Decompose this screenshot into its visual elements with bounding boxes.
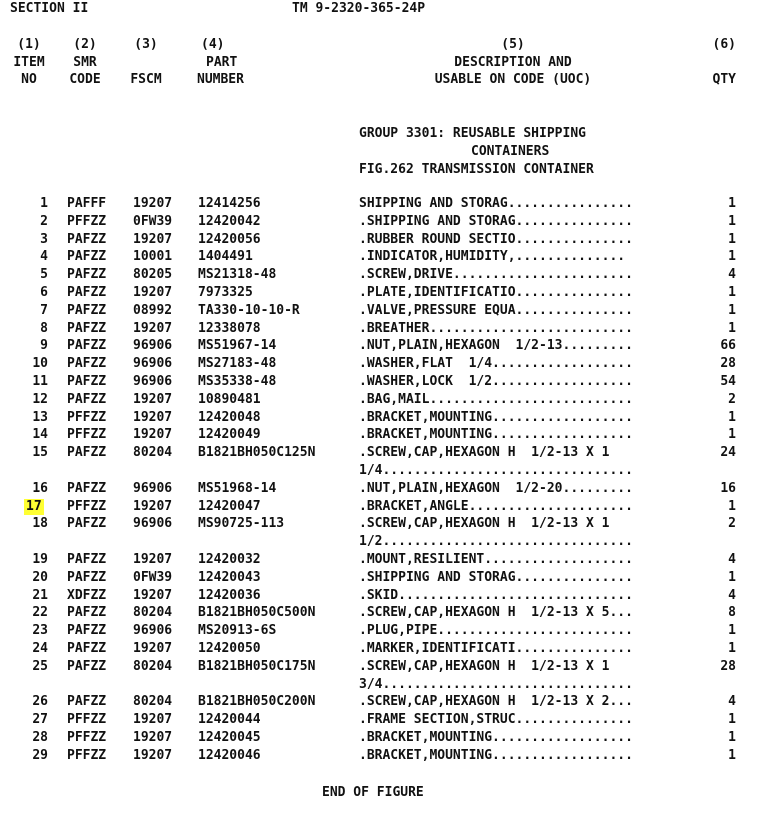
group-title: GROUP 3301: REUSABLE SHIPPING bbox=[359, 126, 586, 141]
description: .NUT,PLAIN,HEXAGON 1/2-20......... bbox=[359, 480, 633, 496]
item-number: 14 bbox=[32, 427, 48, 443]
table-row bbox=[0, 445, 778, 463]
item-number: 23 bbox=[32, 623, 48, 639]
description: SHIPPING AND STORAG................ bbox=[359, 196, 633, 211]
quantity: 4 bbox=[728, 694, 736, 710]
part-number: 12420047 bbox=[198, 498, 261, 514]
part-number: MS27183-48 bbox=[198, 356, 277, 372]
quantity: 66 bbox=[720, 338, 736, 354]
table-row bbox=[0, 285, 778, 303]
fscm-code: 80204 bbox=[133, 605, 173, 621]
part-number: 12420050 bbox=[198, 641, 261, 656]
fscm-code: 0FW39 bbox=[133, 569, 173, 585]
description: .SHIPPING AND STORAG............... bbox=[359, 213, 633, 229]
smr-code: PFFZZ bbox=[67, 498, 107, 514]
table-row-continuation bbox=[0, 463, 778, 481]
smr-code: PAFZZ bbox=[67, 267, 107, 283]
table-row bbox=[0, 249, 778, 267]
manual-number: TM 9-2320-365-24P bbox=[292, 1, 426, 16]
fscm-code: 19207 bbox=[133, 391, 173, 407]
col-item-line2: NO bbox=[21, 72, 37, 87]
fscm-code: 80204 bbox=[133, 445, 173, 461]
item-number: 20 bbox=[32, 569, 48, 585]
quantity: 2 bbox=[728, 391, 736, 407]
description: .SCREW,CAP,HEXAGON H 1/2-13 X 5... bbox=[359, 605, 633, 621]
item-number: 16 bbox=[32, 480, 48, 496]
fscm-code: 19207 bbox=[133, 587, 173, 603]
description: .MOUNT,RESILIENT................... bbox=[359, 552, 633, 567]
col-part-line1: PART bbox=[206, 55, 238, 70]
table-row bbox=[0, 694, 778, 712]
quantity: 1 bbox=[728, 623, 736, 639]
description: .SCREW,CAP,HEXAGON H 1/2-13 X 2... bbox=[359, 694, 633, 710]
item-number: 5 bbox=[40, 267, 48, 283]
description-continuation: 1/4................................ bbox=[359, 463, 633, 478]
col-item-num: (1) bbox=[17, 37, 41, 52]
table-row bbox=[0, 570, 778, 588]
description: .SCREW,CAP,HEXAGON H 1/2-13 X 1 bbox=[359, 658, 610, 674]
fscm-code: 19207 bbox=[133, 747, 173, 763]
table-row bbox=[0, 267, 778, 285]
col-smr-line1: SMR bbox=[73, 55, 97, 70]
description: .BRACKET,MOUNTING.................. bbox=[359, 747, 633, 763]
table-row bbox=[0, 374, 778, 392]
table-row bbox=[0, 410, 778, 428]
part-number: B1821BH050C175N bbox=[198, 658, 316, 674]
quantity: 4 bbox=[728, 552, 736, 567]
table-row bbox=[0, 427, 778, 445]
table-row bbox=[0, 730, 778, 748]
table-row bbox=[0, 321, 778, 339]
smr-code: PAFZZ bbox=[67, 516, 107, 532]
part-number: 12414256 bbox=[198, 196, 261, 211]
table-row bbox=[0, 623, 778, 641]
part-number: 12420042 bbox=[198, 213, 261, 229]
smr-code: PAFZZ bbox=[67, 249, 107, 265]
section-label: SECTION II bbox=[10, 1, 89, 16]
item-number: 4 bbox=[40, 249, 48, 265]
part-number: 1404491 bbox=[198, 249, 253, 265]
smr-code: PFFZZ bbox=[67, 730, 107, 745]
part-number: B1821BH050C500N bbox=[198, 605, 316, 621]
quantity: 28 bbox=[720, 658, 736, 674]
quantity: 1 bbox=[728, 747, 736, 763]
description: .INDICATOR,HUMIDITY,.............. bbox=[359, 249, 626, 265]
smr-code: PAFZZ bbox=[67, 658, 107, 674]
quantity: 1 bbox=[728, 320, 736, 336]
fscm-code: 80204 bbox=[133, 694, 173, 710]
part-number: TA330-10-10-R bbox=[198, 302, 300, 318]
quantity: 1 bbox=[728, 730, 736, 745]
col-smr-num: (2) bbox=[73, 37, 97, 52]
description: .SHIPPING AND STORAG............... bbox=[359, 569, 633, 585]
description: .RUBBER ROUND SECTIO............... bbox=[359, 231, 633, 247]
part-number: MS35338-48 bbox=[198, 374, 277, 389]
item-number: 24 bbox=[32, 641, 48, 656]
description: .BRACKET,MOUNTING.................. bbox=[359, 427, 633, 443]
table-row bbox=[0, 516, 778, 534]
smr-code: PAFZZ bbox=[67, 641, 107, 656]
col-fscm-num: (3) bbox=[134, 37, 158, 52]
item-number: 22 bbox=[32, 605, 48, 621]
smr-code: PAFFF bbox=[67, 196, 107, 211]
part-number: 12420036 bbox=[198, 587, 261, 603]
table-row bbox=[0, 196, 778, 214]
smr-code: XDFZZ bbox=[67, 587, 107, 603]
description: .MARKER,IDENTIFICATI............... bbox=[359, 641, 633, 656]
smr-code: PAFZZ bbox=[67, 338, 107, 354]
quantity: 1 bbox=[728, 213, 736, 229]
description: .BAG,MAIL.......................... bbox=[359, 391, 633, 407]
smr-code: PAFZZ bbox=[67, 552, 107, 567]
fscm-code: 10001 bbox=[133, 249, 173, 265]
quantity: 1 bbox=[728, 569, 736, 585]
fscm-code: 0FW39 bbox=[133, 213, 173, 229]
item-number: 15 bbox=[32, 445, 48, 461]
table-row bbox=[0, 356, 778, 374]
fscm-code: 19207 bbox=[133, 231, 173, 247]
end-of-figure: END OF FIGURE bbox=[322, 785, 424, 800]
description: .BRACKET,MOUNTING.................. bbox=[359, 409, 633, 425]
item-number: 17 bbox=[26, 498, 42, 514]
smr-code: PAFZZ bbox=[67, 569, 107, 585]
item-number: 18 bbox=[32, 516, 48, 532]
item-number: 21 bbox=[32, 587, 48, 603]
col-desc-line2: USABLE ON CODE (UOC) bbox=[434, 72, 592, 87]
smr-code: PAFZZ bbox=[67, 231, 107, 247]
smr-code: PAFZZ bbox=[67, 374, 107, 389]
smr-code: PFFZZ bbox=[67, 213, 107, 229]
part-number: 12420056 bbox=[198, 231, 261, 247]
col-desc-line1: DESCRIPTION AND bbox=[454, 55, 572, 70]
description-continuation: 3/4................................ bbox=[359, 676, 633, 692]
description: .VALVE,PRESSURE EQUA............... bbox=[359, 302, 633, 318]
item-number: 9 bbox=[40, 338, 48, 354]
fscm-code: 96906 bbox=[133, 480, 173, 496]
fscm-code: 96906 bbox=[133, 623, 173, 639]
table-row bbox=[0, 499, 778, 517]
quantity: 4 bbox=[728, 587, 736, 603]
quantity: 1 bbox=[728, 712, 736, 728]
smr-code: PAFZZ bbox=[67, 356, 107, 372]
description: .BRACKET,ANGLE..................... bbox=[359, 498, 633, 514]
description: .SCREW,CAP,HEXAGON H 1/2-13 X 1 bbox=[359, 445, 610, 461]
item-number: 1 bbox=[40, 196, 48, 211]
smr-code: PFFZZ bbox=[67, 409, 107, 425]
smr-code: PAFZZ bbox=[67, 694, 107, 710]
description: .NUT,PLAIN,HEXAGON 1/2-13......... bbox=[359, 338, 633, 354]
description: .WASHER,FLAT 1/4.................. bbox=[359, 356, 633, 372]
fscm-code: 19207 bbox=[133, 641, 173, 656]
description: .BREATHER.......................... bbox=[359, 320, 633, 336]
item-number: 8 bbox=[40, 320, 48, 336]
fscm-code: 19207 bbox=[133, 552, 173, 567]
smr-code: PAFZZ bbox=[67, 391, 107, 407]
part-number: 12338078 bbox=[198, 320, 261, 336]
description: .SKID.............................. bbox=[359, 587, 633, 603]
fscm-code: 19207 bbox=[133, 196, 173, 211]
table-row bbox=[0, 303, 778, 321]
col-desc-num: (5) bbox=[501, 37, 525, 52]
quantity: 2 bbox=[728, 516, 736, 532]
smr-code: PAFZZ bbox=[67, 285, 107, 300]
fscm-code: 08992 bbox=[133, 302, 173, 318]
quantity: 1 bbox=[728, 302, 736, 318]
part-number: MS21318-48 bbox=[198, 267, 277, 283]
description: .BRACKET,MOUNTING.................. bbox=[359, 730, 633, 745]
part-number: 7973325 bbox=[198, 285, 253, 300]
quantity: 4 bbox=[728, 267, 736, 283]
smr-code: PAFZZ bbox=[67, 623, 107, 639]
table-row-continuation bbox=[0, 534, 778, 552]
col-fscm-line2: FSCM bbox=[130, 72, 162, 87]
table-row bbox=[0, 712, 778, 730]
part-number: 12420049 bbox=[198, 427, 261, 443]
smr-code: PAFZZ bbox=[67, 302, 107, 318]
description: .PLATE,IDENTIFICATIO............... bbox=[359, 285, 633, 300]
quantity: 1 bbox=[728, 196, 736, 211]
part-number: 12420046 bbox=[198, 747, 261, 763]
quantity: 1 bbox=[728, 427, 736, 443]
table-row bbox=[0, 338, 778, 356]
table-row bbox=[0, 552, 778, 570]
item-number: 13 bbox=[32, 409, 48, 425]
fscm-code: 80205 bbox=[133, 267, 173, 283]
item-number: 27 bbox=[32, 712, 48, 728]
smr-code: PFFZZ bbox=[67, 747, 107, 763]
quantity: 8 bbox=[728, 605, 736, 621]
quantity: 54 bbox=[720, 374, 736, 389]
table-row bbox=[0, 214, 778, 232]
part-number: MS20913-6S bbox=[198, 623, 277, 639]
group-title-cont: CONTAINERS bbox=[471, 144, 550, 159]
fscm-code: 19207 bbox=[133, 427, 173, 443]
table-row bbox=[0, 588, 778, 606]
fscm-code: 19207 bbox=[133, 730, 173, 745]
item-number: 6 bbox=[40, 285, 48, 300]
smr-code: PAFZZ bbox=[67, 320, 107, 336]
col-part-num: (4) bbox=[201, 37, 225, 52]
quantity: 1 bbox=[728, 231, 736, 247]
quantity: 1 bbox=[728, 409, 736, 425]
description: .PLUG,PIPE......................... bbox=[359, 623, 633, 639]
item-number: 19 bbox=[32, 552, 48, 567]
item-number: 29 bbox=[32, 747, 48, 763]
quantity: 1 bbox=[728, 641, 736, 656]
description: .SCREW,DRIVE....................... bbox=[359, 267, 633, 283]
col-item-line1: ITEM bbox=[13, 55, 45, 70]
description-continuation: 1/2................................ bbox=[359, 534, 633, 550]
fscm-code: 96906 bbox=[133, 374, 173, 389]
col-qty-line2: QTY bbox=[712, 72, 736, 87]
part-number: 12420045 bbox=[198, 730, 261, 745]
part-number: 12420043 bbox=[198, 569, 261, 585]
table-row bbox=[0, 232, 778, 250]
description: .FRAME SECTION,STRUC............... bbox=[359, 712, 633, 728]
fscm-code: 19207 bbox=[133, 409, 173, 425]
table-row bbox=[0, 748, 778, 766]
item-number: 10 bbox=[32, 356, 48, 372]
smr-code: PFFZZ bbox=[67, 712, 107, 728]
table-row bbox=[0, 641, 778, 659]
fscm-code: 19207 bbox=[133, 498, 173, 514]
part-number: B1821BH050C200N bbox=[198, 694, 316, 710]
item-number: 28 bbox=[32, 730, 48, 745]
part-number: MS51967-14 bbox=[198, 338, 277, 354]
table-row bbox=[0, 659, 778, 677]
description: .WASHER,LOCK 1/2.................. bbox=[359, 374, 633, 389]
fscm-code: 96906 bbox=[133, 516, 173, 532]
table-row-continuation bbox=[0, 677, 778, 695]
fscm-code: 19207 bbox=[133, 285, 173, 300]
quantity: 24 bbox=[720, 445, 736, 461]
part-number: MS51968-14 bbox=[198, 480, 277, 496]
table-row bbox=[0, 605, 778, 623]
item-number: 26 bbox=[32, 694, 48, 710]
item-number: 7 bbox=[40, 302, 48, 318]
smr-code: PAFZZ bbox=[67, 480, 107, 496]
description: .SCREW,CAP,HEXAGON H 1/2-13 X 1 bbox=[359, 516, 610, 532]
quantity: 1 bbox=[728, 249, 736, 265]
fscm-code: 96906 bbox=[133, 356, 173, 372]
part-number: 12420032 bbox=[198, 552, 261, 567]
quantity: 28 bbox=[720, 356, 736, 372]
col-part-line2: NUMBER bbox=[197, 72, 244, 87]
quantity: 1 bbox=[728, 498, 736, 514]
figure-title: FIG.262 TRANSMISSION CONTAINER bbox=[359, 162, 594, 177]
table-row bbox=[0, 481, 778, 499]
item-number: 3 bbox=[40, 231, 48, 247]
quantity: 16 bbox=[720, 480, 736, 496]
part-number: 12420044 bbox=[198, 712, 261, 728]
item-number: 11 bbox=[32, 374, 48, 389]
part-number: 12420048 bbox=[198, 409, 261, 425]
part-number: MS90725-113 bbox=[198, 516, 285, 532]
item-number: 25 bbox=[32, 658, 48, 674]
part-number: B1821BH050C125N bbox=[198, 445, 316, 461]
col-qty-num: (6) bbox=[712, 37, 736, 52]
smr-code: PAFZZ bbox=[67, 605, 107, 621]
quantity: 1 bbox=[728, 285, 736, 300]
item-number: 2 bbox=[40, 213, 48, 229]
table-row bbox=[0, 392, 778, 410]
fscm-code: 19207 bbox=[133, 320, 173, 336]
col-smr-line2: CODE bbox=[69, 72, 101, 87]
part-number: 10890481 bbox=[198, 391, 261, 407]
fscm-code: 19207 bbox=[133, 712, 173, 728]
fscm-code: 96906 bbox=[133, 338, 173, 354]
item-number: 12 bbox=[32, 391, 48, 407]
smr-code: PFFZZ bbox=[67, 427, 107, 443]
fscm-code: 80204 bbox=[133, 658, 173, 674]
smr-code: PAFZZ bbox=[67, 445, 107, 461]
